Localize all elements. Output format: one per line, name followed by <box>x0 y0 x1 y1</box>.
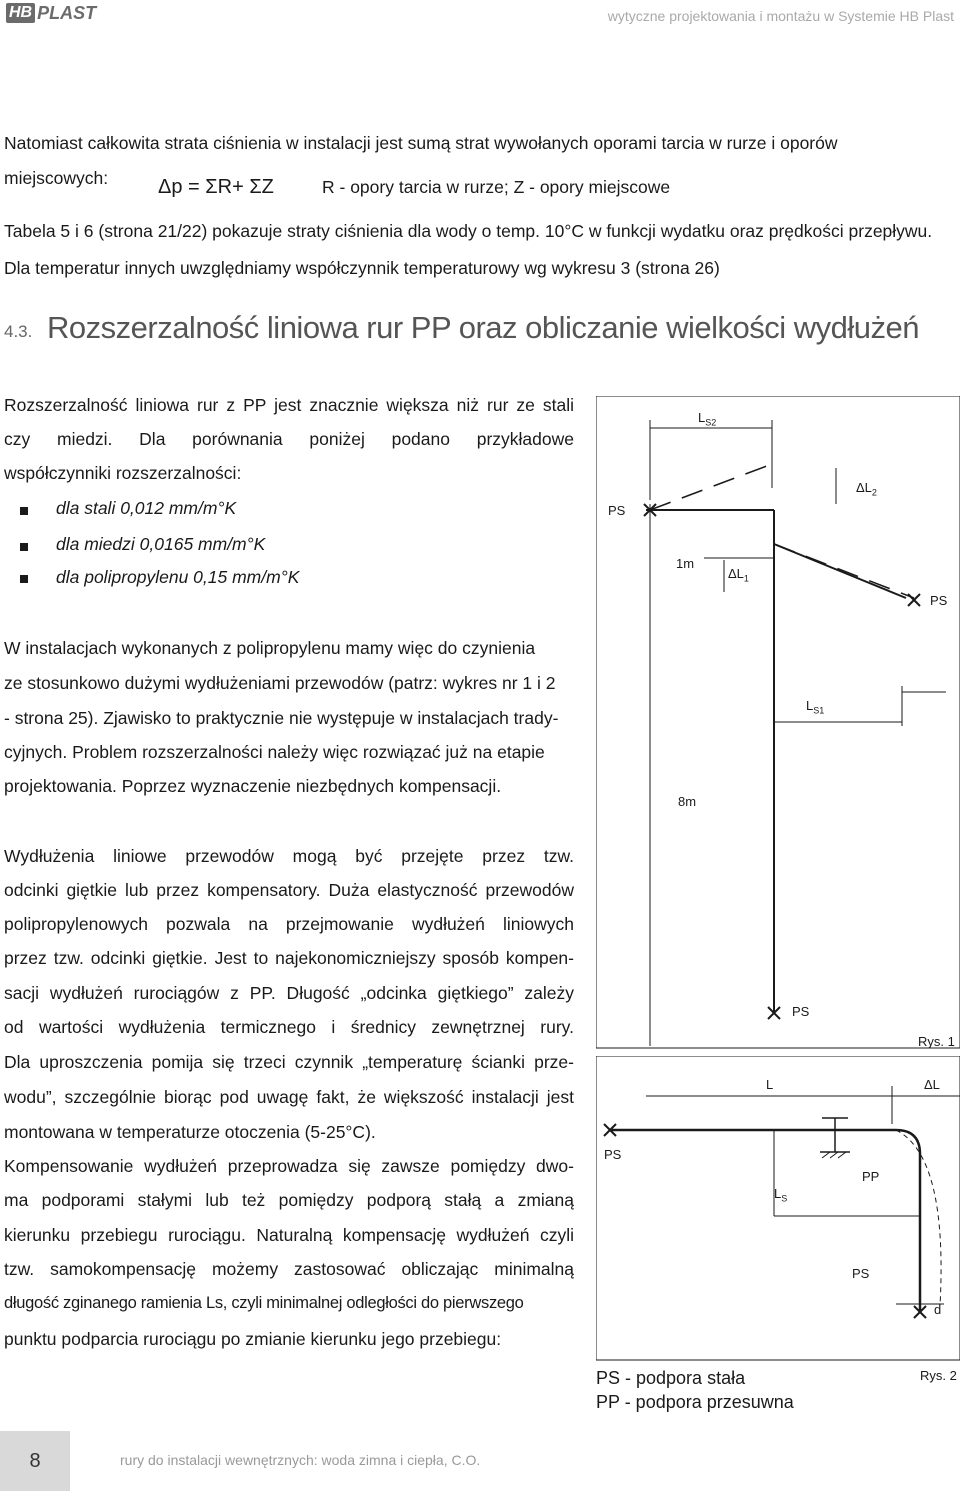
body3-line-14: długość zginanego ramienia Ls, czyli minimalnej odległości do pierwszego <box>4 1294 524 1312</box>
legend-pp: PP - podpora przesuwna <box>596 1392 794 1412</box>
body3-line-10: Kompensowanie wydłużeń przeprowadza się zawsze pomiędzy dwo- <box>4 1156 574 1176</box>
figure-2-caption: Rys. 2 <box>920 1368 957 1383</box>
body2-line-4: cyjnych. Problem rozszerzalności należy więc rozwiązać już na etapie <box>4 742 545 762</box>
label-d: d <box>934 1302 942 1317</box>
body1-line-2: czy miedzi. Dla porównania poniżej podano przykładowe <box>4 429 574 449</box>
deflection-dashed-upper <box>650 464 772 510</box>
body3-line-8: wodu”, szczególnie biorąc pod uwagę fakt, że większość instalacji jest <box>4 1087 574 1107</box>
body2-line-2: ze stosunkowo dużymi wydłużeniami przewodów (patrz: wykres nr 1 i 2 <box>4 673 556 693</box>
label-dl1: $\Delta L_1$ <box>728 566 749 584</box>
body2-line-1: W instalacjach wykonanych z polipropylenu mamy więc do czynienia <box>4 638 536 658</box>
section-number: 4.3. <box>4 322 33 341</box>
label-ps-bottom: PS <box>792 1004 810 1019</box>
body3-line-5: sacji wydłużeń rurociągów z PP. Długość „odcinka giętkiego” zależy <box>4 983 574 1003</box>
label-ps-bottom: PS <box>852 1266 870 1281</box>
intro-line-1: Natomiast całkowita strata ciśnienia w instalacji jest sumą strat wywołanych oporami tarcia w rurze i oporów <box>4 133 838 153</box>
logo-plast: PLAST <box>37 2 97 23</box>
page-number-box <box>0 1431 70 1491</box>
formula-description: R - opory tarcia w rurze; Z - opory miejscowe <box>322 177 671 197</box>
label-ls2: $L_{S2}$ <box>698 410 717 428</box>
legend-ps: PS - podpora stała <box>596 1368 746 1388</box>
intro-line-2: miejscowych: <box>4 168 109 188</box>
header-title: wytyczne projektowania i montażu w Systemie HB Plast <box>607 8 954 24</box>
pipe-bend <box>610 1130 920 1312</box>
page-number: 8 <box>29 1449 41 1472</box>
body3-line-6: od wartości wydłużenia termicznego i średnicy zewnętrznej rury. <box>4 1017 574 1037</box>
figure-1-caption: Rys. 1 <box>918 1034 955 1049</box>
footer-text: rury do instalacji wewnętrznych: woda zimna i ciepła, C.O. <box>120 1452 481 1468</box>
bullet-steel: dla stali 0,012 mm/m°K <box>56 498 237 518</box>
label-ls: $L_S$ <box>774 1186 788 1204</box>
body3-line-2: odcinki giętkie lub przez kompensatory. Duża elastyczność przewodów <box>4 880 574 900</box>
label-pp: PP <box>862 1169 880 1184</box>
label-ps-left: PS <box>608 503 626 518</box>
figure-2-diagram <box>596 1056 960 1362</box>
label-8m: 8m <box>678 794 697 809</box>
intro-line-4: Dla temperatur innych uwzględniamy współczynnik temperaturowy wg wykresu 3 (strona 26) <box>4 258 720 278</box>
bullet-copper: dla miedzi 0,0165 mm/m°K <box>56 534 266 554</box>
body3-line-4: przez tzw. odcinki giętkie. Jest to najekonomiczniejszy sposób kompen- <box>4 948 574 968</box>
body1-line-3: współczynniki rozszerzalności: <box>4 463 242 483</box>
bullet-polypropylene: dla polipropylenu 0,15 mm/m°K <box>56 567 300 587</box>
label-ps-right: PS <box>930 593 948 608</box>
logo-hb: HB <box>6 3 35 23</box>
body3-line-13: tzw. samokompensację możemy zastosować obliczając minimalną <box>4 1259 574 1279</box>
label-1m: 1m <box>676 556 695 571</box>
label-dl2: $\Delta L_2$ <box>856 480 877 498</box>
section-title: Rozszerzalność liniowa rur PP oraz obliczanie wielkości wydłużeń <box>47 310 919 345</box>
intro-line-3: Tabela 5 i 6 (strona 21/22) pokazuje straty ciśnienia dla wody o temp. 10°C w funkcji wydatku oraz prędkości przepływu. <box>4 221 933 241</box>
body3-line-15: punktu podparcia rurociągu po zmianie kierunku jego przebiegu: <box>4 1329 502 1349</box>
body3-line-3: polipropylenowych pozwala na przejmowanie wydłużeń liniowych <box>4 914 574 934</box>
label-dl: ΔL <box>924 1077 940 1092</box>
bullet-marker <box>20 507 28 515</box>
bullet-marker <box>20 575 28 583</box>
label-ps-left: PS <box>604 1147 622 1162</box>
pp-hatch <box>822 1152 830 1158</box>
pp-hatch <box>838 1152 846 1158</box>
body2-line-3: - strona 25). Zjawisko to praktycznie nie występuje w instalacjach trady- <box>4 708 559 728</box>
body1-line-1: Rozszerzalność liniowa rur z PP jest znacznie większa niż rur ze stali <box>4 395 574 415</box>
body3-line-9: montowana w temperaturze otoczenia (5-25°C). <box>4 1122 376 1142</box>
brand-logo <box>6 2 96 24</box>
formula: Δp = ΣR+ ΣZ <box>158 176 274 198</box>
label-ls1: $L_{S1}$ <box>806 698 825 716</box>
body3-line-7: Dla uproszczenia pomija się trzeci czynnik „temperaturę ścianki prze- <box>4 1052 574 1072</box>
bullet-marker <box>20 543 28 551</box>
body2-line-5: projektowania. Poprzez wyznaczenie niezbędnych kompensacji. <box>4 776 502 796</box>
body3-line-1: Wydłużenia liniowe przewodów mogą być przejęte przez tzw. <box>4 846 574 866</box>
pp-hatch <box>830 1152 838 1158</box>
label-l: L <box>766 1077 774 1092</box>
figure-1-diagram <box>596 396 960 1050</box>
body3-line-12: kierunku przebiegu rurociągu. Naturalną kompensację wydłużeń czyli <box>4 1225 574 1245</box>
deflection-curve <box>896 1130 941 1306</box>
figure-2-frame <box>596 1056 960 1360</box>
body3-line-11: ma podporami stałymi lub też pomiędzy podporą stałą a zmianą <box>4 1190 574 1210</box>
